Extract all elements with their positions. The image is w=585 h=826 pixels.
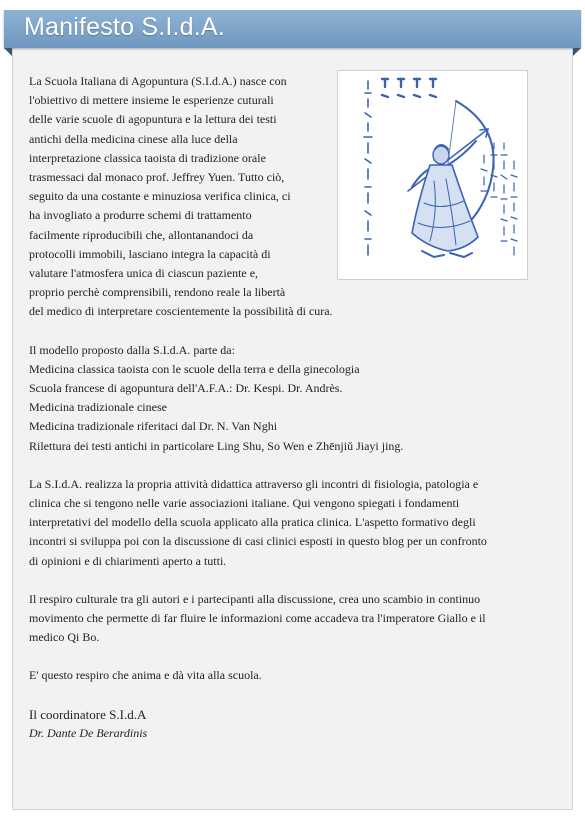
activity-line: di opinioni e di chiarimenti aperto a tutti.	[29, 553, 227, 568]
page-title: Manifesto S.I.d.A.	[24, 13, 225, 41]
breath-line: medico Qi Bo.	[29, 630, 100, 645]
activity-line: clinica che si tengono nelle varie associazioni italiane. Qui vengono spiegati i fondamenti	[29, 496, 460, 511]
intro-line: seguito da una costante e minuziosa verifica clinica, ci	[29, 189, 291, 204]
activity-line: La S.I.d.A. realizza la propria attività didattica attraverso gli incontri di fisiologia, patologia e	[29, 476, 479, 491]
model-paragraph	[29, 341, 551, 456]
intro-line: proprio perchè comprensibili, rendono reale la libertà	[29, 285, 286, 300]
signature-name: Dr. Dante De Berardinis	[29, 725, 148, 740]
manifesto-body	[29, 72, 551, 743]
intro-line: protocolli immobili, lasciano integra la capacità di	[29, 246, 271, 261]
intro-line: del medico di interpretare coscientemente la possibilità di cura.	[29, 304, 333, 319]
intro-line: delle varie scuole di agopuntura e la lettura dei testi	[29, 112, 277, 127]
title-ribbon	[4, 10, 581, 48]
intro-line: facilmente riproducibili che, allontanandoci da	[29, 227, 254, 242]
ribbon-fold-left	[4, 48, 12, 56]
intro-line: interpretazione classica taoista di tradizione orale	[29, 150, 266, 165]
intro-line: antichi della medicina cinese alla luce della	[29, 131, 238, 146]
ribbon-fold-right	[573, 48, 581, 56]
model-item: Medicina tradizionale cinese	[29, 400, 167, 415]
intro-line: La Scuola Italiana di Agopuntura (S.I.d.A.) nasce con	[29, 74, 287, 88]
model-item: Scuola francese di agopuntura dell'A.F.A.: Dr. Kespi. Dr. Andrès.	[29, 381, 343, 396]
intro-line: valutare l'atmosfera unica di ciascun paziente e,	[29, 266, 259, 281]
closing-line: E' questo respiro che anima e dà vita alla scuola.	[29, 668, 262, 683]
model-item: Rilettura dei testi antichi in particolare Ling Shu, So Wen e Zhēnjiǔ Jiayi jing.	[29, 438, 404, 453]
breath-paragraph	[29, 590, 551, 648]
intro-line: l'obiettivo di mettere insieme le esperienze cuturali	[29, 93, 274, 108]
breath-line: movimento che permette di far fluire le informazioni come accadeva tra l'imperatore Giallo e il	[29, 611, 486, 626]
model-item: Medicina tradizionale riferitaci dal Dr. N. Van Nghi	[29, 419, 278, 434]
intro-paragraph	[29, 72, 333, 322]
activity-line: interpretativi del modello della scuola applicato alla pratica clinica. L'aspetto formativo degli	[29, 515, 476, 530]
intro-line: trasmessaci dal monaco prof. Jeffrey Yuen. Tutto ciò,	[29, 170, 285, 185]
breath-line: Il respiro culturale tra gli autori e i partecipanti alla discussione, crea uno scambio in continuo	[29, 591, 481, 606]
model-item: Medicina classica taoista con le scuole della terra e della ginecologia	[29, 361, 360, 376]
intro-line: ha invogliato a produrre schemi di trattamento	[29, 208, 252, 223]
activity-line: incontri si sviluppa poi con la discussione di casi clinici esposti in questo blog per un confronto	[29, 534, 487, 549]
signature-role: Il coordinatore S.I.d.A	[29, 706, 147, 722]
activity-paragraph	[29, 475, 551, 571]
model-intro: Il modello proposto dalla S.I.d.A. parte da:	[29, 342, 235, 357]
